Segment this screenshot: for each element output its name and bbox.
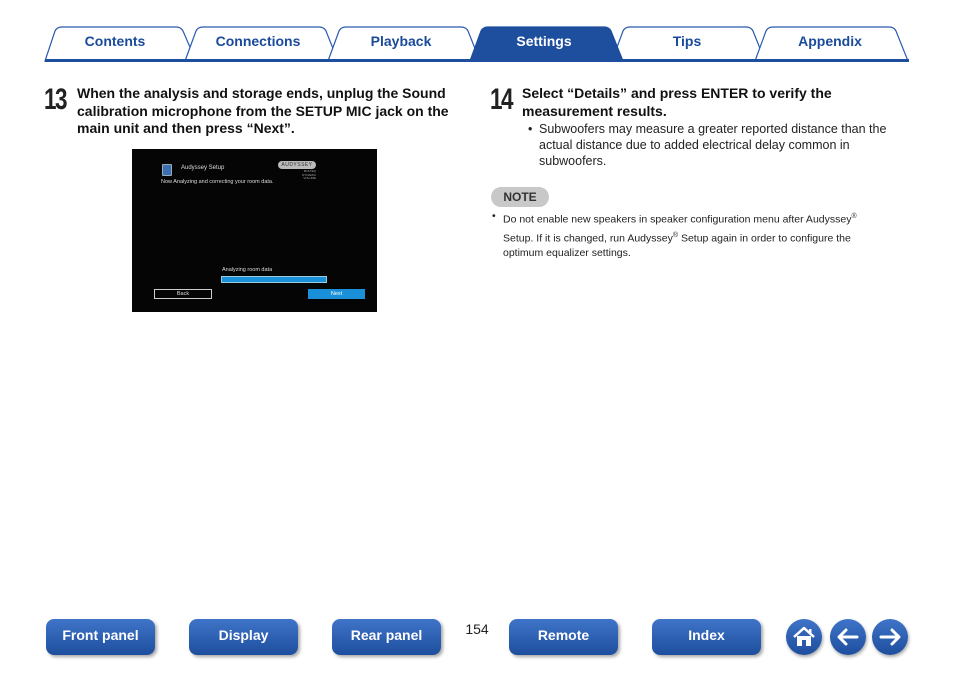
tab-shapes <box>0 0 954 64</box>
note-badge: NOTE <box>491 187 549 207</box>
setup-icon <box>162 164 172 176</box>
tab-tips[interactable]: Tips <box>672 33 702 49</box>
note-line-text: Do not enable new speakers in speaker configuration menu after Audyssey <box>503 213 852 226</box>
audyssey-logo-sub <box>292 170 316 181</box>
forward-arrow-icon <box>872 619 908 655</box>
tab-contents[interactable]: Contents <box>84 33 146 49</box>
registered-mark: ® <box>851 213 857 220</box>
note-line: optimum equalizer settings. <box>503 247 631 259</box>
tab-bar <box>0 0 954 64</box>
step-13-line: main unit and then press “Next”. <box>77 120 295 136</box>
step-13-number: 13 <box>44 83 67 116</box>
bullet-dot: • <box>492 210 496 222</box>
audyssey-logo: AUDYSSEY <box>278 161 316 169</box>
step-14-number: 14 <box>490 83 513 116</box>
step-13-line: When the analysis and storage ends, unplug the Sound <box>77 85 446 101</box>
page-number: 154 <box>465 621 489 637</box>
back-arrow-icon <box>830 619 866 655</box>
note-line <box>503 209 888 228</box>
audyssey-screen <box>132 149 377 312</box>
remote-button[interactable]: Remote <box>509 619 618 655</box>
back-button[interactable] <box>830 619 866 655</box>
index-button[interactable]: Index <box>652 619 761 655</box>
forward-button[interactable] <box>872 619 908 655</box>
note-line-text: Setup again in order to configure the <box>678 232 851 244</box>
tab-appendix[interactable]: Appendix <box>798 33 862 49</box>
note-line-text: Setup. If it is changed, run Audyssey <box>503 232 673 244</box>
home-icon <box>786 619 822 655</box>
step-14-line: Select “Details” and press ENTER to verify the <box>522 85 832 101</box>
rear-panel-button[interactable]: Rear panel <box>332 619 441 655</box>
front-panel-button[interactable]: Front panel <box>46 619 155 655</box>
tab-settings[interactable]: Settings <box>516 33 572 49</box>
bullet-dot: • <box>528 122 533 136</box>
screen-next-button: Next <box>308 289 365 299</box>
screen-back-button: Back <box>154 289 212 299</box>
bullet-line: Subwoofers may measure a greater reported distance than the <box>539 122 887 136</box>
home-button[interactable] <box>786 619 822 655</box>
step-13-line: calibration microphone from the SETUP MIC jack on the <box>77 102 449 119</box>
registered-mark: ® <box>672 231 679 239</box>
bullet-line: actual distance due to added electrical delay common in <box>539 138 850 152</box>
progress-label: Analyzing room data <box>222 267 273 273</box>
step-14-line: measurement results. <box>522 102 667 119</box>
step-14-bullet <box>528 121 909 169</box>
logo-sub-line: MULTEQ <box>303 169 316 173</box>
screen-title: Audyssey Setup <box>181 165 225 171</box>
note-line <box>503 228 888 247</box>
step-14-text <box>522 85 902 120</box>
bullet-line: subwoofers. <box>539 154 607 168</box>
note-text <box>492 209 888 261</box>
display-button[interactable]: Display <box>189 619 298 655</box>
progress-bar <box>221 276 327 283</box>
tab-playback[interactable]: Playback <box>370 33 432 49</box>
screen-message: Now Analyzing and correcting your room data. <box>161 179 274 185</box>
step-13-text <box>77 85 477 138</box>
logo-sub-line: DYNAMIC VOLUME <box>302 172 316 180</box>
tab-connections[interactable]: Connections <box>215 33 301 49</box>
